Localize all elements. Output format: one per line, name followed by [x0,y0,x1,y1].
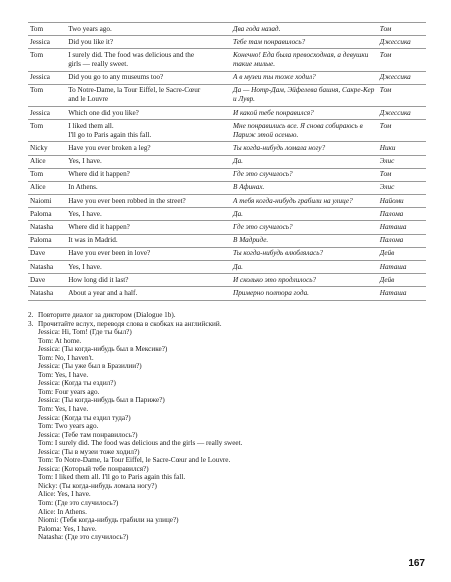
exercise-3-line: Alice: In Athens. [38,507,87,516]
table-row [28,181,426,194]
russian-line: Где это случилось? [231,168,378,181]
english-text: Have you ever been robbed in the street? [68,196,186,205]
russian-line: Конечно! Еда была превосходная, а девушки такие милые. [231,49,378,71]
english-line [66,181,231,194]
table-row [28,49,426,71]
english-line [66,247,231,260]
speaker-en: Naiomi [28,195,66,208]
english-line [66,274,231,287]
speaker-ru: Ники [378,142,426,155]
exercise-3-line: Tom: At home. [38,336,82,345]
exercise-3-line: Tom: To Notre-Dame, la Tour Eiffel, le Sacre-Cœur and le Louvre. [38,456,231,465]
table-row [28,234,426,247]
english-text: Did you go to any museums too? [68,73,164,82]
exercise-3-line: Tom: I liked them all. I'll go to Paris again this fall. [38,473,186,482]
english-line [66,71,231,84]
exercise-2 [28,311,428,320]
english-text: Yes, I have. [68,262,102,271]
table-row [28,221,426,234]
english-line [66,36,231,49]
russian-line: Ты когда-нибудь ломала ногу? [231,142,378,155]
exercise-3-line: Tom: Yes, I have. [38,405,89,414]
table-row [28,120,426,142]
speaker-ru: Дейв [378,247,426,260]
exercise-3-line: Tom: I surely did. The food was delicious and the girls — really sweet. [38,439,243,448]
russian-line: Ты когда-нибудь влюблялась? [231,247,378,260]
english-line [66,221,231,234]
speaker-en: Natasha [28,261,66,274]
english-text: Have you ever broken a leg? [68,143,151,152]
english-text: Yes, I have. [68,209,102,218]
speaker-en: Paloma [28,234,66,247]
speaker-ru: Элис [378,155,426,168]
speaker-en: Tom [28,120,66,142]
speaker-en: Jessica [28,36,66,49]
table-row [28,142,426,155]
english-line [66,234,231,247]
english-line [66,84,231,106]
exercise-2-number: 2. [28,311,34,319]
speaker-en: Tom [28,168,66,181]
english-text: I'll go to Paris again this fall. [68,130,152,139]
russian-line: Да. [231,261,378,274]
russian-line: Примерно полтора года. [231,287,378,300]
english-text: It was in Madrid. [68,236,118,245]
table-row [28,36,426,49]
table-row [28,274,426,287]
english-text: In Athens. [68,183,98,192]
russian-line: И какой тебе понравился? [231,106,378,119]
english-line [66,142,231,155]
speaker-en: Paloma [28,208,66,221]
table-row [28,195,426,208]
speaker-ru: Том [378,49,426,71]
english-line [66,287,231,300]
speaker-en: Jessica [28,106,66,119]
table-row [28,287,426,300]
exercise-3-line: Jessica: (Который тебе понравился?) [38,464,149,473]
page-number: 167 [408,558,425,569]
speaker-ru: Дейв [378,274,426,287]
english-line [66,261,231,274]
speaker-en: Natasha [28,287,66,300]
russian-line: Да — Нотр-Дам, Эйфелева башня, Сакре-Кер и Лувр. [231,84,378,106]
exercise-3-line: Jessica: (Тебе там понравилось?) [38,430,138,439]
exercise-3-line: Jessica: (Ты уже был в Бразилии?) [38,362,142,371]
table-row [28,168,426,181]
table-row [28,261,426,274]
speaker-ru: Джессика [378,106,426,119]
exercise-3-line: Alice: Yes, I have. [38,490,91,499]
table-row [28,71,426,84]
russian-line: Да. [231,155,378,168]
speaker-ru: Джессика [378,36,426,49]
exercise-3-line: Jessica: Hi, Tom! (Где ты был?) [38,328,132,337]
russian-line: Мне понравились все. Я снова собираюсь в Париж этой осенью. [231,120,378,142]
exercise-3-line: Natasha: (Где это случилось?) [38,533,129,542]
table-row [28,247,426,260]
speaker-ru: Том [378,120,426,142]
table-row [28,23,426,36]
english-line [66,155,231,168]
speaker-en: Tom [28,23,66,36]
english-text: Have you ever been in love? [68,249,151,258]
english-text: Yes, I have. [68,157,102,166]
english-text: Where did it happen? [68,223,130,232]
exercise-3-line: Tom: Two years ago. [38,422,99,431]
english-text: Two years ago. [68,24,112,33]
english-line [66,120,231,142]
speaker-ru: Наташа [378,261,426,274]
english-line [66,195,231,208]
speaker-ru: Найоми [378,195,426,208]
exercise-3-line: Tom: No, I haven't. [38,353,94,362]
exercise-3-lines [38,328,428,542]
exercise-3-line: Jessica: (Ты когда-нибудь был в Мексике?) [38,345,168,354]
exercise-3-text: Прочитайте вслух, переводя слова в скобках на английский. [38,319,222,328]
speaker-ru: Том [378,84,426,106]
exercise-3-line: Niomi: (Тебя когда-нибудь грабили на улице?) [38,516,179,525]
exercise-3-line: Paloma: Yes, I have. [38,524,97,533]
russian-line: В Мадриде. [231,234,378,247]
speaker-ru: Наташа [378,221,426,234]
english-line [66,168,231,181]
table-row [28,155,426,168]
english-text: About a year and a half. [68,288,138,297]
speaker-en: Tom [28,84,66,106]
exercise-3-line: Jessica: (Ты когда-нибудь был в Париже?) [38,396,165,405]
exercise-3-line: Jessica: (Когда ты ездил?) [38,379,116,388]
table-row [28,208,426,221]
dialogue-table [28,22,426,301]
speaker-en: Alice [28,181,66,194]
table-row [28,106,426,119]
speaker-ru: Джессика [378,71,426,84]
english-line [66,106,231,119]
english-line [66,23,231,36]
speaker-ru: Том [378,23,426,36]
russian-line: А в музеи ты тоже ходил? [231,71,378,84]
speaker-en: Jessica [28,71,66,84]
speaker-en: Dave [28,274,66,287]
english-text: and le Louvre [68,95,109,104]
speaker-ru: Палома [378,208,426,221]
english-text: I surely did. The food was delicious and the [68,50,195,59]
english-text: I liked them all. [68,121,114,130]
russian-line: Тебе там понравилось? [231,36,378,49]
russian-line: И сколько это продлилось? [231,274,378,287]
speaker-en: Tom [28,49,66,71]
speaker-ru: Палома [378,234,426,247]
english-text: How long did it last? [68,275,129,284]
russian-line: В Афинах. [231,181,378,194]
exercise-3 [28,320,428,329]
exercise-2-text: Повторите диалог за диктором (Dialogue 1b). [38,311,176,319]
speaker-ru: Элис [378,181,426,194]
russian-line: Да. [231,208,378,221]
speaker-en: Nicky [28,142,66,155]
exercise-3-line: Tom: Yes, I have. [38,370,89,379]
english-text: Did you like it? [68,37,114,46]
speaker-en: Dave [28,247,66,260]
english-text: Where did it happen? [68,170,130,179]
exercise-3-line: Tom: Four years ago. [38,387,100,396]
exercise-3-line: Tom: (Где это случилось?) [38,499,119,508]
english-line [66,49,231,71]
exercise-3-line: Jessica: (Ты в музеи тоже ходил?) [38,447,140,456]
english-text: To Notre-Dame, la Tour Eiffel, le Sacre-Cœur [68,86,201,95]
dialogue-table-body [28,23,426,301]
exercise-3-number: 3. [28,319,34,328]
exercise-3-line: Jessica: (Когда ты ездил туда?) [38,413,131,422]
exercises [28,311,428,542]
russian-line: Где это случилось? [231,221,378,234]
english-text: girls — really sweet. [68,59,129,68]
exercise-3-line: Nicky: (Ты когда-нибудь ломала ногу?) [38,481,157,490]
table-row [28,84,426,106]
english-line [66,208,231,221]
russian-line: А тебя когда-нибудь грабили на улице? [231,195,378,208]
speaker-ru: Том [378,168,426,181]
english-text: Which one did you like? [68,108,139,117]
speaker-en: Natasha [28,221,66,234]
russian-line: Два года назад. [231,23,378,36]
speaker-ru: Наташа [378,287,426,300]
speaker-en: Alice [28,155,66,168]
